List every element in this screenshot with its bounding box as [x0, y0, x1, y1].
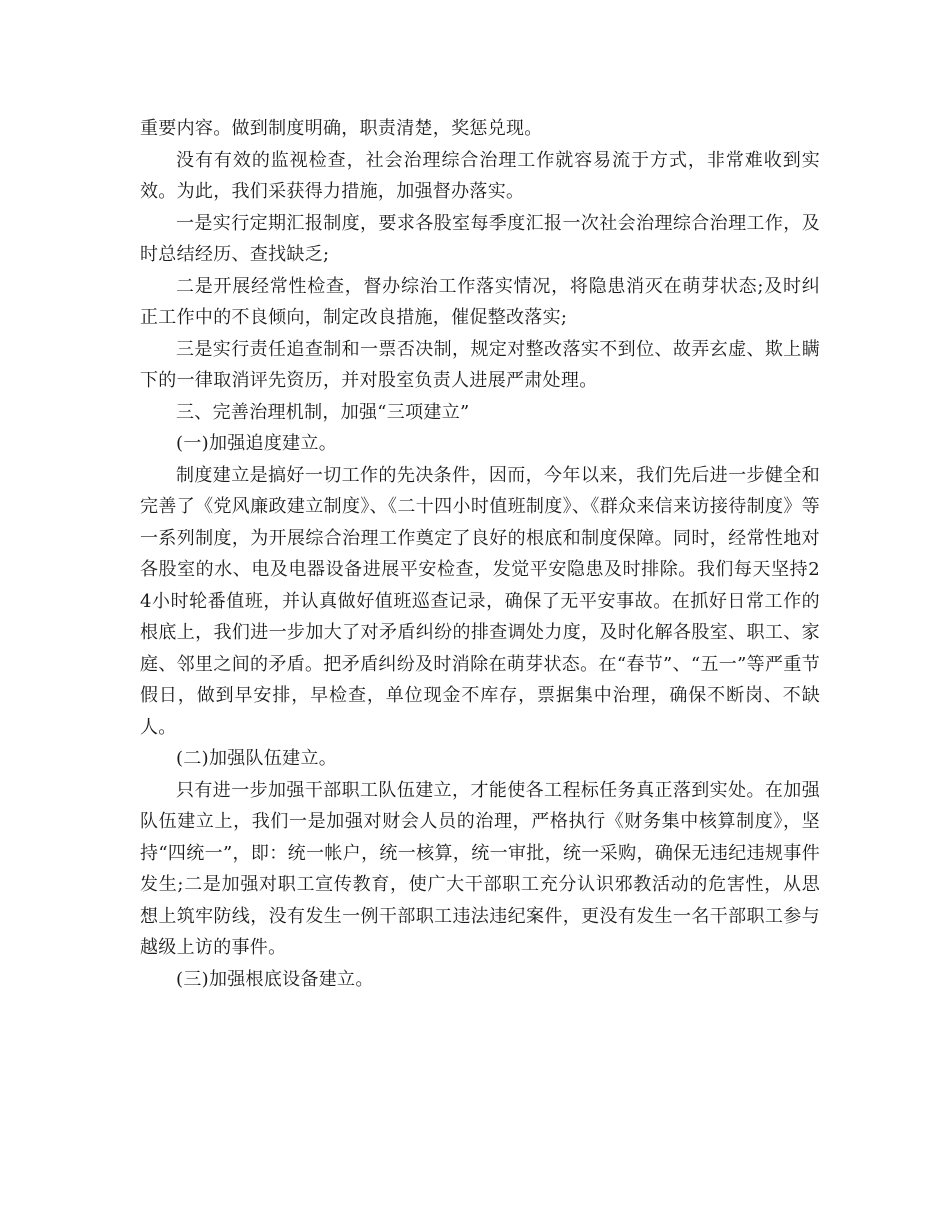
document-body [140, 113, 820, 995]
paragraph-measure-one: 一是实行定期汇报制度，要求各股室每季度汇报一次社会治理综合治理工作，及时总结经历、查找缺乏; [140, 212, 820, 265]
subheading-three: (三)加强根底设备建立。 [176, 968, 374, 990]
paragraph-system-building: 制度建立是搞好一切工作的先决条件，因而，今年以来，我们先后进一步健全和完善了《党风廉政建立制度》、《二十四小时值班制度》、《群众来信来访接待制度》等一系列制度，为开展综合治理工作奠定了良好的根底和制度保障。同时，经常性地对各股室的水、电及电器设备进展平安检查，发觉平安隐患及时排除。我们每天坚持24小时轮番值班，并认真做好值班巡查记录，确保了无平安事故。在抓好日常工作的根底上，我们进一步加大了对矛盾纠纷的排查调处力度，及时化解各股室、职工、家庭、邻里之间的矛盾。把矛盾纠纷及时消除在萌芽状态。在“春节”、“五一”等严重节假日，做到早安排，早检查，单位现金不库存，票据集中治理，确保不断岗、不缺人。 [140, 464, 820, 738]
subheading-two: (二)加强队伍建立。 [176, 748, 338, 769]
paragraph-supervision: 没有有效的监视检查，社会治理综合治理工作就容易流于方式，非常难收到实效。为此，我们采获得力措施，加强督办落实。 [140, 149, 820, 202]
subheading-one: (一)加强追度建立。 [176, 433, 338, 454]
paragraph-continuation: 重要内容。做到制度明确，职责清楚，奖惩兑现。 [140, 118, 543, 139]
section-heading-three: 三、完善治理机制，加强“三项建立” [176, 401, 470, 423]
paragraph-measure-two: 二是开展经常性检查，督办综治工作落实情况，将隐患消灭在萌芽状态;及时纠正工作中的不良倾向，制定改良措施，催促整改落实; [140, 275, 820, 328]
paragraph-measure-three: 三是实行责任追查制和一票否决制，规定对整改落实不到位、故弄玄虚、欺上瞒下的一律取消评先资历，并对股室负责人进展严肃处理。 [140, 338, 820, 391]
paragraph-team-building: 只有进一步加强干部职工队伍建立，才能使各工程标任务真正落到实处。在加强队伍建立上，我们一是加强对财会人员的治理，严格执行《财务集中核算制度》，坚持“四统一”，即：统一帐户，统一核算，统一审批，统一采购，确保无违纪违规事件发生;二是加强对职工宣传教育，使广大干部职工充分认识邪教活动的危害性，从思想上筑牢防线，没有发生一例干部职工违法违纪案件，更没有发生一名干部职工参与越级上访的事件。 [140, 779, 820, 958]
